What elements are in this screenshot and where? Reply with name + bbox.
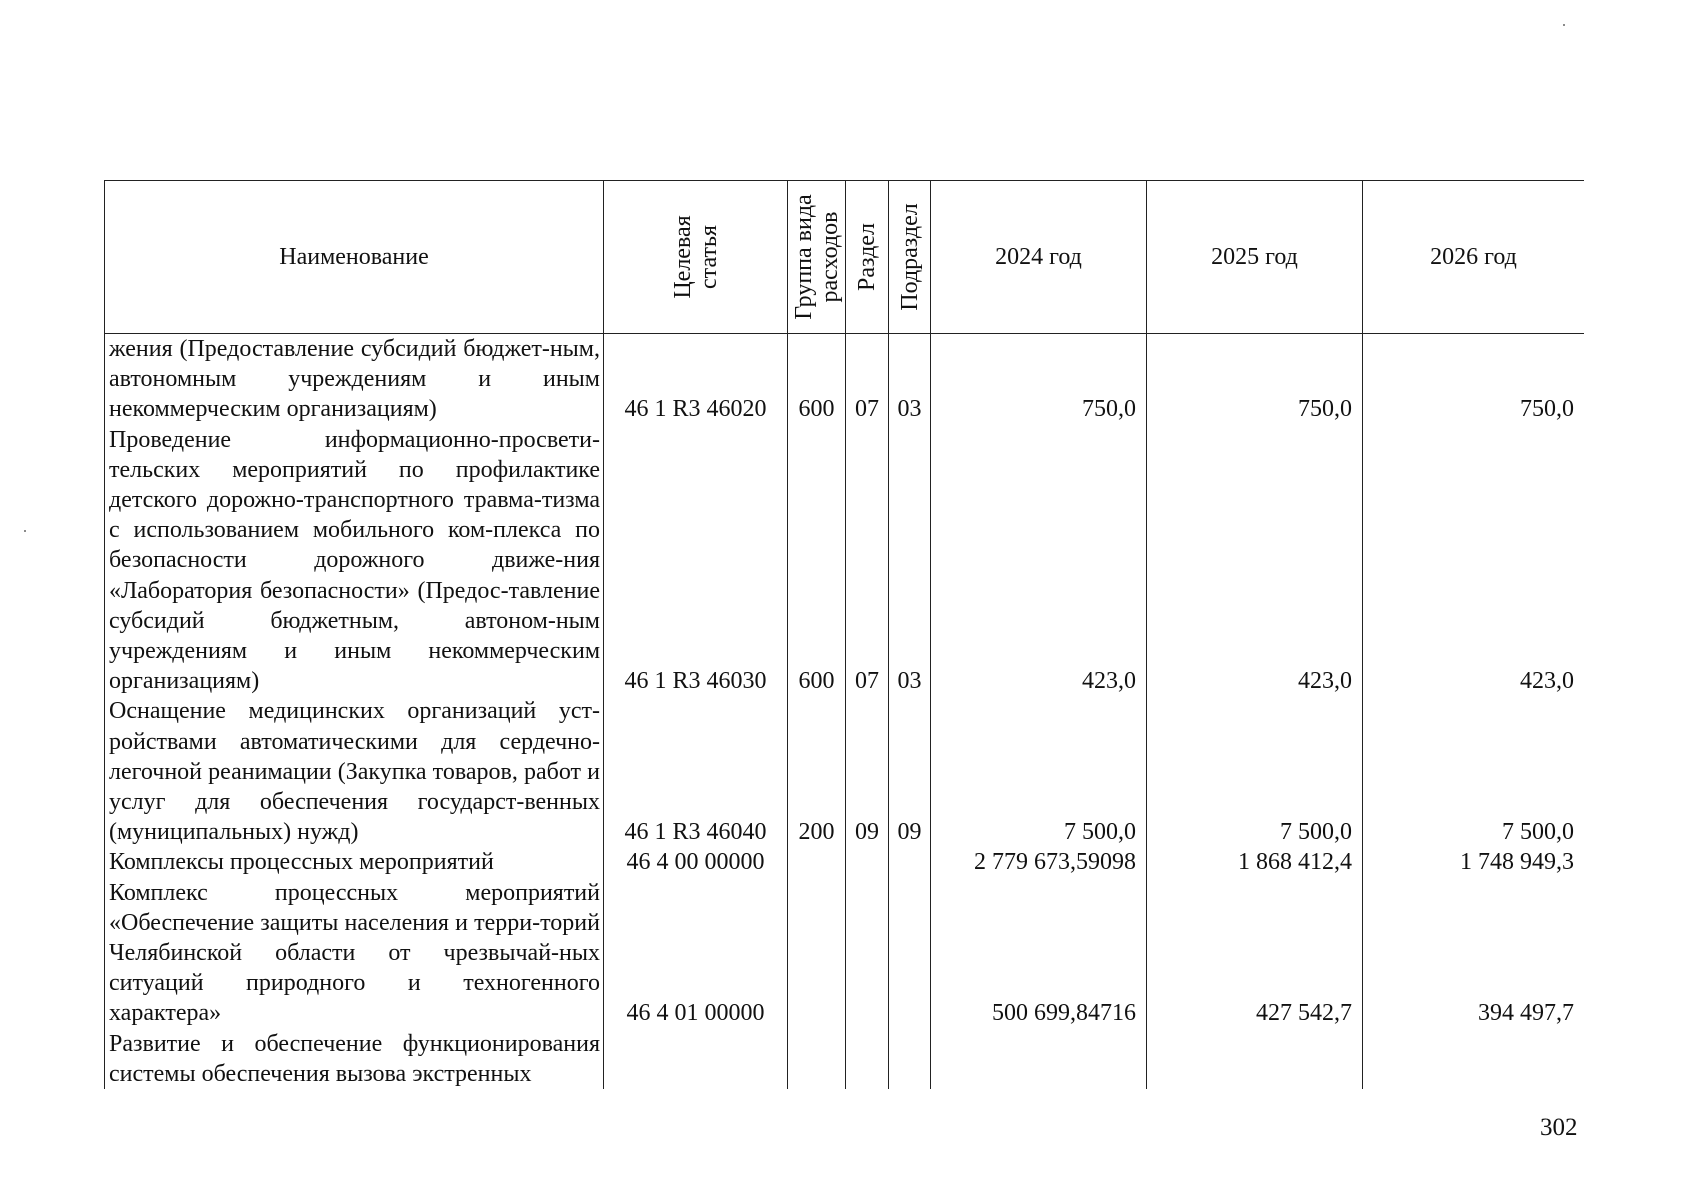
table-row (105, 425, 1585, 697)
row-name: Комплекс процессных мероприятий «Обеспечение защиты населения и терри-торий Челябинской области от чрезвычай-ных ситуаций природного и техногенного характера» (105, 878, 604, 1029)
table-row (105, 334, 1585, 425)
row-value-2024: 7 500,0 (931, 696, 1147, 847)
row-subsection (889, 878, 931, 1029)
row-section: 09 (846, 696, 889, 847)
row-target-code: 46 1 R3 46030 (604, 425, 788, 697)
budget-table (104, 180, 1584, 1089)
row-name: жения (Предоставление субсидий бюджет-ным, автономным учреждениям и иным некоммерческим организациям) (105, 334, 604, 425)
row-name: Комплексы процессных мероприятий (105, 847, 604, 877)
row-target-code: 46 1 R3 46040 (604, 696, 788, 847)
row-value-2024: 2 779 673,59098 (931, 847, 1147, 877)
row-value-2026 (1363, 1029, 1585, 1089)
budget-table-container (104, 180, 1584, 1092)
header-name: Наименование (105, 181, 604, 334)
row-subsection (889, 847, 931, 877)
row-section (846, 878, 889, 1029)
header-subsection-label: Подраздел (896, 203, 923, 311)
header-expense-group (788, 181, 846, 334)
header-year-2024: 2024 год (931, 181, 1147, 334)
row-value-2024: 750,0 (931, 334, 1147, 425)
row-value-2026: 1 748 949,3 (1363, 847, 1585, 877)
header-group-line2: расходов (816, 211, 843, 303)
table-row (105, 1029, 1585, 1089)
row-section: 07 (846, 425, 889, 697)
row-value-2025: 1 868 412,4 (1147, 847, 1363, 877)
row-subsection: 09 (889, 696, 931, 847)
row-name: Развитие и обеспечение функционирования системы обеспечения вызова экстренных (105, 1029, 604, 1089)
header-year-2025: 2025 год (1147, 181, 1363, 334)
row-expense-group: 600 (788, 334, 846, 425)
row-target-code (604, 1029, 788, 1089)
header-group-line1: Группа вида (790, 194, 817, 320)
row-subsection: 03 (889, 425, 931, 697)
scan-speck (1563, 24, 1565, 26)
row-value-2025: 750,0 (1147, 334, 1363, 425)
row-target-code: 46 1 R3 46020 (604, 334, 788, 425)
header-section-label: Раздел (854, 223, 880, 291)
row-value-2026: 423,0 (1363, 425, 1585, 697)
row-target-code: 46 4 00 00000 (604, 847, 788, 877)
table-row (105, 847, 1585, 877)
row-value-2026: 7 500,0 (1363, 696, 1585, 847)
header-section (846, 181, 889, 334)
row-expense-group (788, 1029, 846, 1089)
row-expense-group: 600 (788, 425, 846, 697)
header-subsection (889, 181, 931, 334)
row-expense-group (788, 847, 846, 877)
row-value-2025: 7 500,0 (1147, 696, 1363, 847)
table-header-row (105, 181, 1585, 334)
row-value-2024: 500 699,84716 (931, 878, 1147, 1029)
row-value-2025: 423,0 (1147, 425, 1363, 697)
row-subsection (889, 1029, 931, 1089)
row-section: 07 (846, 334, 889, 425)
row-expense-group: 200 (788, 696, 846, 847)
row-value-2026: 750,0 (1363, 334, 1585, 425)
row-section (846, 1029, 889, 1089)
header-target-line1: Целевая (669, 215, 696, 299)
header-target-article (604, 181, 788, 334)
scan-speck (24, 530, 26, 532)
table-row (105, 696, 1585, 847)
row-expense-group (788, 878, 846, 1029)
row-target-code: 46 4 01 00000 (604, 878, 788, 1029)
table-row (105, 878, 1585, 1029)
row-value-2024: 423,0 (931, 425, 1147, 697)
row-value-2024 (931, 1029, 1147, 1089)
header-target-line2: статья (695, 225, 722, 289)
row-section (846, 847, 889, 877)
row-value-2026: 394 497,7 (1363, 878, 1585, 1029)
header-year-2026: 2026 год (1363, 181, 1585, 334)
row-name: Проведение информационно-просвети-тельских мероприятий по профилактике детского дорожно-транспортного травма-тизма с использованием мобильного ком-плекса по безопасности дорожного движе-ния «Лаборатория безопасности» (Предос-тавление субсидий бюджетным, автоном-ным учреждениям и иным некоммерческим организациям) (105, 425, 604, 697)
row-value-2025 (1147, 1029, 1363, 1089)
row-value-2025: 427 542,7 (1147, 878, 1363, 1029)
row-subsection: 03 (889, 334, 931, 425)
page-number: 302 (1540, 1114, 1578, 1141)
row-name: Оснащение медицинских организаций уст-ройствами автоматическими для сердечно-легочной реанимации (Закупка товаров, работ и услуг для обеспечения государст-венных (муниципальных) нужд) (105, 696, 604, 847)
